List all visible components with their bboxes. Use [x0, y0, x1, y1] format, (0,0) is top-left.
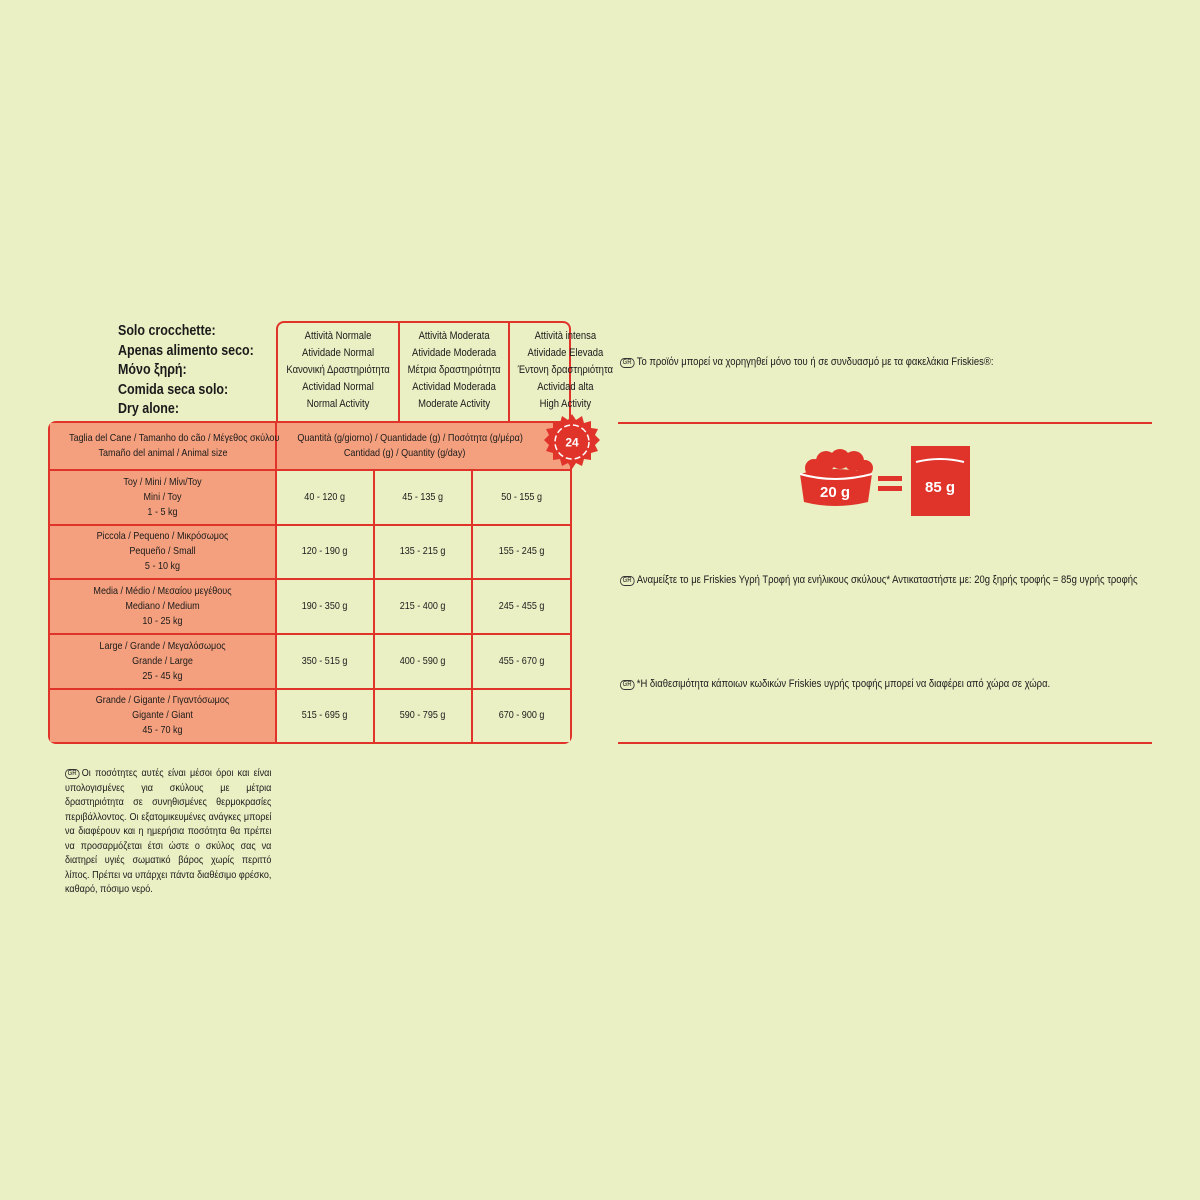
dry-title-line: Comida seca solo:: [118, 381, 229, 398]
table-header-row: [50, 423, 570, 470]
note-right-1: [620, 355, 993, 369]
dry-title-line: Dry alone:: [118, 401, 179, 417]
activity-label: Atividade Elevada: [527, 347, 604, 359]
dry-amount: 20 g: [819, 484, 851, 501]
note-right-2: [620, 573, 1138, 587]
size-line: Gigante / Giant: [132, 709, 193, 722]
gr-badge: GR: [620, 680, 634, 690]
quantity-cell: 45 - 135 g: [374, 470, 472, 525]
size-line: Piccola / Pequeno / Μικρόσωμος: [96, 530, 229, 543]
table-row: [50, 525, 570, 580]
quantity-cell: 670 - 900 g: [472, 689, 570, 743]
size-line: 25 - 45 kg: [142, 669, 183, 682]
table-row: [50, 634, 570, 689]
activity-label: Normal Activity: [306, 398, 370, 410]
note-right-1-text: Το προϊόν μπορεί να χορηγηθεί μόνο του ή σε συνδυασμό με τα φακελάκια Friskies®:: [636, 356, 994, 368]
activity-label: High Activity: [539, 398, 592, 410]
activity-label: Έντονη δραστηριότητα: [518, 364, 614, 376]
activity-column-normal: [278, 323, 398, 421]
size-line: Grande / Gigante / Γιγαντόσωμος: [95, 694, 230, 707]
size-cell: [50, 634, 276, 689]
note-left-text: Οι ποσότητες αυτές είναι μέσοι όροι και είναι υπολογισμένες για σκύλους με μέτρια δραστηριότητα σε συνηθισμένες θερμοκρασίες περιβάλλοντος. Οι εξατομικευμένες ανάγκες μπορεί να διαφέρουν και η ημερήσια ποσότητα θα πρέπει να προσαρμόζεται έτσι ώστε ο σκύλος σας να διατηρεί υγιές σωματικό βάρος χωρίς περιττό λίπος. Πρέπει να υπάρχει πάντα διαθέσιμο φρέσκο, καθαρό, πόσιμο νερό.: [65, 767, 272, 895]
dry-alone-title: [118, 322, 256, 420]
activity-label: Moderate Activity: [418, 398, 491, 410]
quantity-header-line: Cantidad (g) / Quantity (g/day): [343, 447, 466, 459]
divider-line: [618, 742, 1152, 744]
activity-label: Κανονική Δραστηριότητα: [286, 364, 390, 376]
gr-badge: GR: [620, 576, 634, 586]
badge-label: 24: [565, 435, 579, 450]
dry-title-line: Μόνο ξηρή:: [118, 362, 187, 378]
quantity-cell: 515 - 695 g: [276, 689, 374, 743]
size-line: Toy / Mini / Μίνι/Toy: [123, 475, 202, 488]
size-line: Mini / Toy: [143, 490, 182, 503]
activity-label: Atividade Moderada: [412, 347, 497, 359]
size-line: 5 - 10 kg: [144, 560, 181, 573]
size-line: Mediano / Medium: [125, 600, 200, 613]
size-line: Grande / Large: [132, 654, 193, 667]
note-right-2-text: Αναμείξτε το με Friskies Υγρή Τροφή για ενήλικους σκύλους* Αντικαταστήστε με: 20g ξηρής τροφής = 85g υγρής τροφής: [636, 574, 1138, 586]
quantity-cell: 455 - 670 g: [472, 634, 570, 689]
activity-label: Attività Moderata: [418, 330, 490, 342]
size-header-line: Taglia del Cane / Tamanho do cão / Μέγεθος σκύλου: [69, 432, 280, 444]
activity-label: Attività intensa: [534, 330, 597, 342]
size-line: Large / Grande / Μεγαλόσωμος: [99, 639, 226, 652]
quantity-cell: 40 - 120 g: [276, 470, 374, 525]
size-cell: [50, 579, 276, 634]
note-left: [65, 766, 271, 897]
divider-line: [618, 422, 1152, 424]
note-right-3: [620, 677, 1050, 691]
size-line: 10 - 25 kg: [142, 615, 183, 628]
wet-amount: 85 g: [924, 479, 956, 496]
quantity-cell: 350 - 515 g: [276, 634, 374, 689]
table-row: [50, 689, 570, 743]
size-line: 1 - 5 kg: [147, 505, 178, 518]
dry-wet-conversion-graphic: [798, 444, 972, 518]
quantity-cell: 120 - 190 g: [276, 525, 374, 580]
activity-label: Attività Normale: [304, 330, 372, 342]
size-line: Pequeño / Small: [129, 545, 196, 558]
quantity-cell: 590 - 795 g: [374, 689, 472, 743]
quantity-cell: 135 - 215 g: [374, 525, 472, 580]
dry-title-line: Apenas alimento seco:: [118, 342, 254, 359]
activity-column-moderate: [398, 323, 508, 421]
note-right-3-text: *Η διαθεσιμότητα κάποιων κωδικών Friskies υγρής τροφής μπορεί να διαφέρει από χώρα σε χώρα.: [636, 678, 1051, 690]
size-cell: [50, 525, 276, 580]
quantity-cell: 215 - 400 g: [374, 579, 472, 634]
quantity-cell: 245 - 455 g: [472, 579, 570, 634]
activity-label: Actividad Moderada: [412, 381, 497, 393]
size-line: Media / Médio / Μεσαίου μεγέθους: [93, 585, 232, 598]
activity-label: Atividade Normal: [302, 347, 375, 359]
equals-icon: [878, 476, 902, 491]
gr-badge: GR: [620, 358, 634, 368]
size-header-line: Tamaño del animal / Animal size: [98, 447, 227, 459]
activity-label: Actividad Normal: [302, 381, 374, 393]
size-line: 45 - 70 kg: [142, 724, 183, 737]
table-row: [50, 579, 570, 634]
quantity-cell: 50 - 155 g: [472, 470, 570, 525]
quantity-cell: 400 - 590 g: [374, 634, 472, 689]
gr-badge: GR: [65, 769, 79, 779]
activity-column-high: [508, 323, 621, 421]
size-cell: [50, 689, 276, 743]
size-header: [50, 423, 280, 470]
size-cell: [50, 470, 276, 525]
activity-label: Actividad alta: [537, 381, 594, 393]
quantity-header-line: Quantità (g/giorno) / Quantidade (g) / Ποσότητα (g/μέρα): [297, 432, 523, 444]
quantity-header: [276, 423, 570, 470]
activity-header: [276, 321, 614, 421]
activity-label: Μέτρια δραστηριότητα: [407, 364, 501, 376]
feeding-table: [48, 421, 572, 744]
table-row: [50, 470, 570, 525]
dry-title-line: Solo crocchette:: [118, 323, 216, 339]
quantity-cell: 190 - 350 g: [276, 579, 374, 634]
24-hour-badge-icon: [543, 413, 601, 471]
quantity-cell: 155 - 245 g: [472, 525, 570, 580]
